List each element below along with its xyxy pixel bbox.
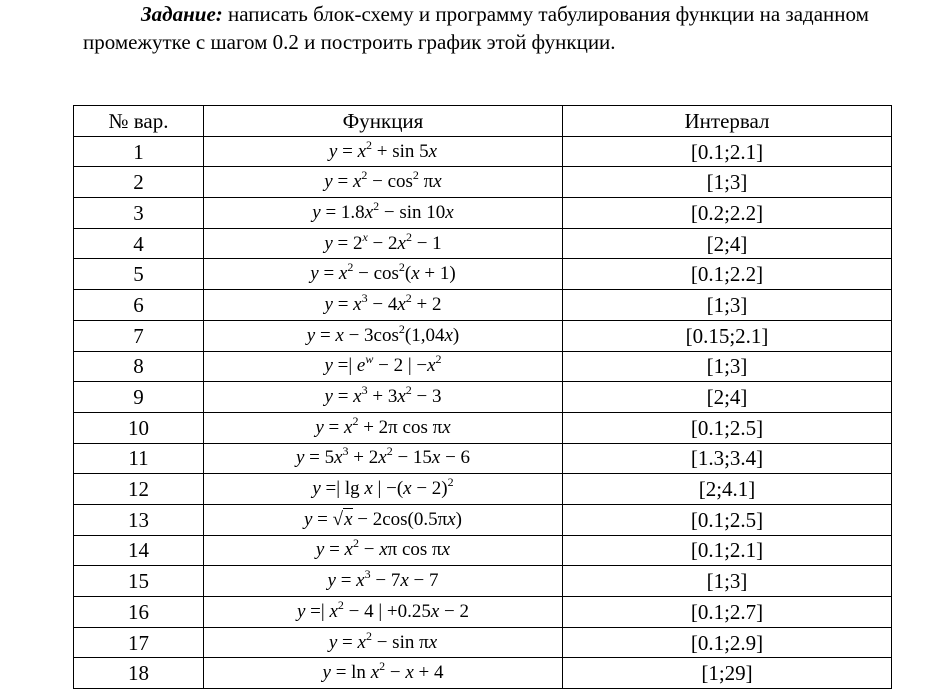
header-function: Функция xyxy=(204,106,563,137)
table-row xyxy=(74,290,892,321)
function-formula: $y = x^2 + 2\pi$ cos πx xyxy=(204,412,563,443)
interval: [0.1;2.9] xyxy=(563,627,892,658)
function-formula: $y = 2^x - 2x^2 - 1$ xyxy=(204,228,563,259)
table-row xyxy=(74,167,892,198)
function-formula: $y = x - 3\cos^2(1,04x)$ xyxy=(204,320,563,351)
variant-number: 4 xyxy=(74,228,204,259)
function-formula: $y = x^2 + \sin 5x$ xyxy=(204,136,563,167)
interval: [1;29] xyxy=(563,658,892,689)
function-formula: $y = 5x^3 + 2x^2 - 15x - 6$ xyxy=(204,443,563,474)
interval: [1;3] xyxy=(563,167,892,198)
interval: [1;3] xyxy=(563,351,892,382)
variant-number: 10 xyxy=(74,412,204,443)
table-row xyxy=(74,627,892,658)
function-formula: y =| $x^2 - 4$ | +0.25x − 2 xyxy=(204,597,563,628)
table-header-row xyxy=(74,106,892,137)
variant-number: 16 xyxy=(74,597,204,628)
variant-number: 5 xyxy=(74,259,204,290)
function-formula: $y = \ln x^2 - x + 4$ xyxy=(204,658,563,689)
interval: [0.15;2.1] xyxy=(563,320,892,351)
table-row xyxy=(74,658,892,689)
table-row xyxy=(74,535,892,566)
variant-number: 18 xyxy=(74,658,204,689)
interval: [0.2;2.2] xyxy=(563,198,892,229)
function-formula: $y = x^2 - \sin \pi x$ xyxy=(204,627,563,658)
interval: [2;4] xyxy=(563,228,892,259)
variant-number: 9 xyxy=(74,382,204,413)
variant-number: 11 xyxy=(74,443,204,474)
header-variant: № вар. xyxy=(74,106,204,137)
function-formula: $y = x^2 - \cos^2(x + 1)$ xyxy=(204,259,563,290)
variant-number: 7 xyxy=(74,320,204,351)
task-text: написать блок-схему и программу табулирования функции на заданном промежутке с шагом 0.2 и построить график этой функции. xyxy=(83,2,869,54)
interval: [0.1;2.1] xyxy=(563,535,892,566)
function-formula: y =| lg x | $-(x - 2)^2$ xyxy=(204,474,563,505)
table-row xyxy=(74,259,892,290)
header-interval: Интервал xyxy=(563,106,892,137)
variant-number: 13 xyxy=(74,504,204,535)
table-row xyxy=(74,198,892,229)
table-row xyxy=(74,136,892,167)
table-row xyxy=(74,474,892,505)
interval: [0.1;2.7] xyxy=(563,597,892,628)
table-row xyxy=(74,320,892,351)
variant-number: 15 xyxy=(74,566,204,597)
variant-number: 3 xyxy=(74,198,204,229)
function-formula: $y = x^3 + 3x^2 - 3$ xyxy=(204,382,563,413)
variant-number: 1 xyxy=(74,136,204,167)
interval: [1;3] xyxy=(563,290,892,321)
function-formula: y =| $e^w - 2$ | $-x^2$ xyxy=(204,351,563,382)
variant-number: 12 xyxy=(74,474,204,505)
interval: [0.1;2.1] xyxy=(563,136,892,167)
table-row xyxy=(74,382,892,413)
table-row xyxy=(74,351,892,382)
variant-number: 6 xyxy=(74,290,204,321)
variant-number: 14 xyxy=(74,535,204,566)
interval: [1.3;3.4] xyxy=(563,443,892,474)
table-row xyxy=(74,566,892,597)
table-row xyxy=(74,443,892,474)
table-row xyxy=(74,504,892,535)
task-statement xyxy=(83,0,923,56)
interval: [0.1;2.2] xyxy=(563,259,892,290)
function-formula: $y = x^3 - 4x^2 + 2$ xyxy=(204,290,563,321)
table-row xyxy=(74,597,892,628)
variant-number: 8 xyxy=(74,351,204,382)
interval: [1;3] xyxy=(563,566,892,597)
function-formula: $y = x^2 - x\pi$ cos πx xyxy=(204,535,563,566)
variants-table xyxy=(73,105,892,689)
function-formula: y = √x − 2cos(0.5πx) xyxy=(204,504,563,535)
interval: [2;4.1] xyxy=(563,474,892,505)
task-label: Задание: xyxy=(141,2,223,26)
interval: [0.1;2.5] xyxy=(563,412,892,443)
table-row xyxy=(74,228,892,259)
interval: [2;4] xyxy=(563,382,892,413)
interval: [0.1;2.5] xyxy=(563,504,892,535)
variant-number: 2 xyxy=(74,167,204,198)
function-formula: $y = 1.8x^2 - \sin 10x$ xyxy=(204,198,563,229)
variant-number: 17 xyxy=(74,627,204,658)
function-formula: $y = x^3 - 7x - 7$ xyxy=(204,566,563,597)
table-row xyxy=(74,412,892,443)
function-formula: $y = x^2 - \cos^2 \pi x$ xyxy=(204,167,563,198)
